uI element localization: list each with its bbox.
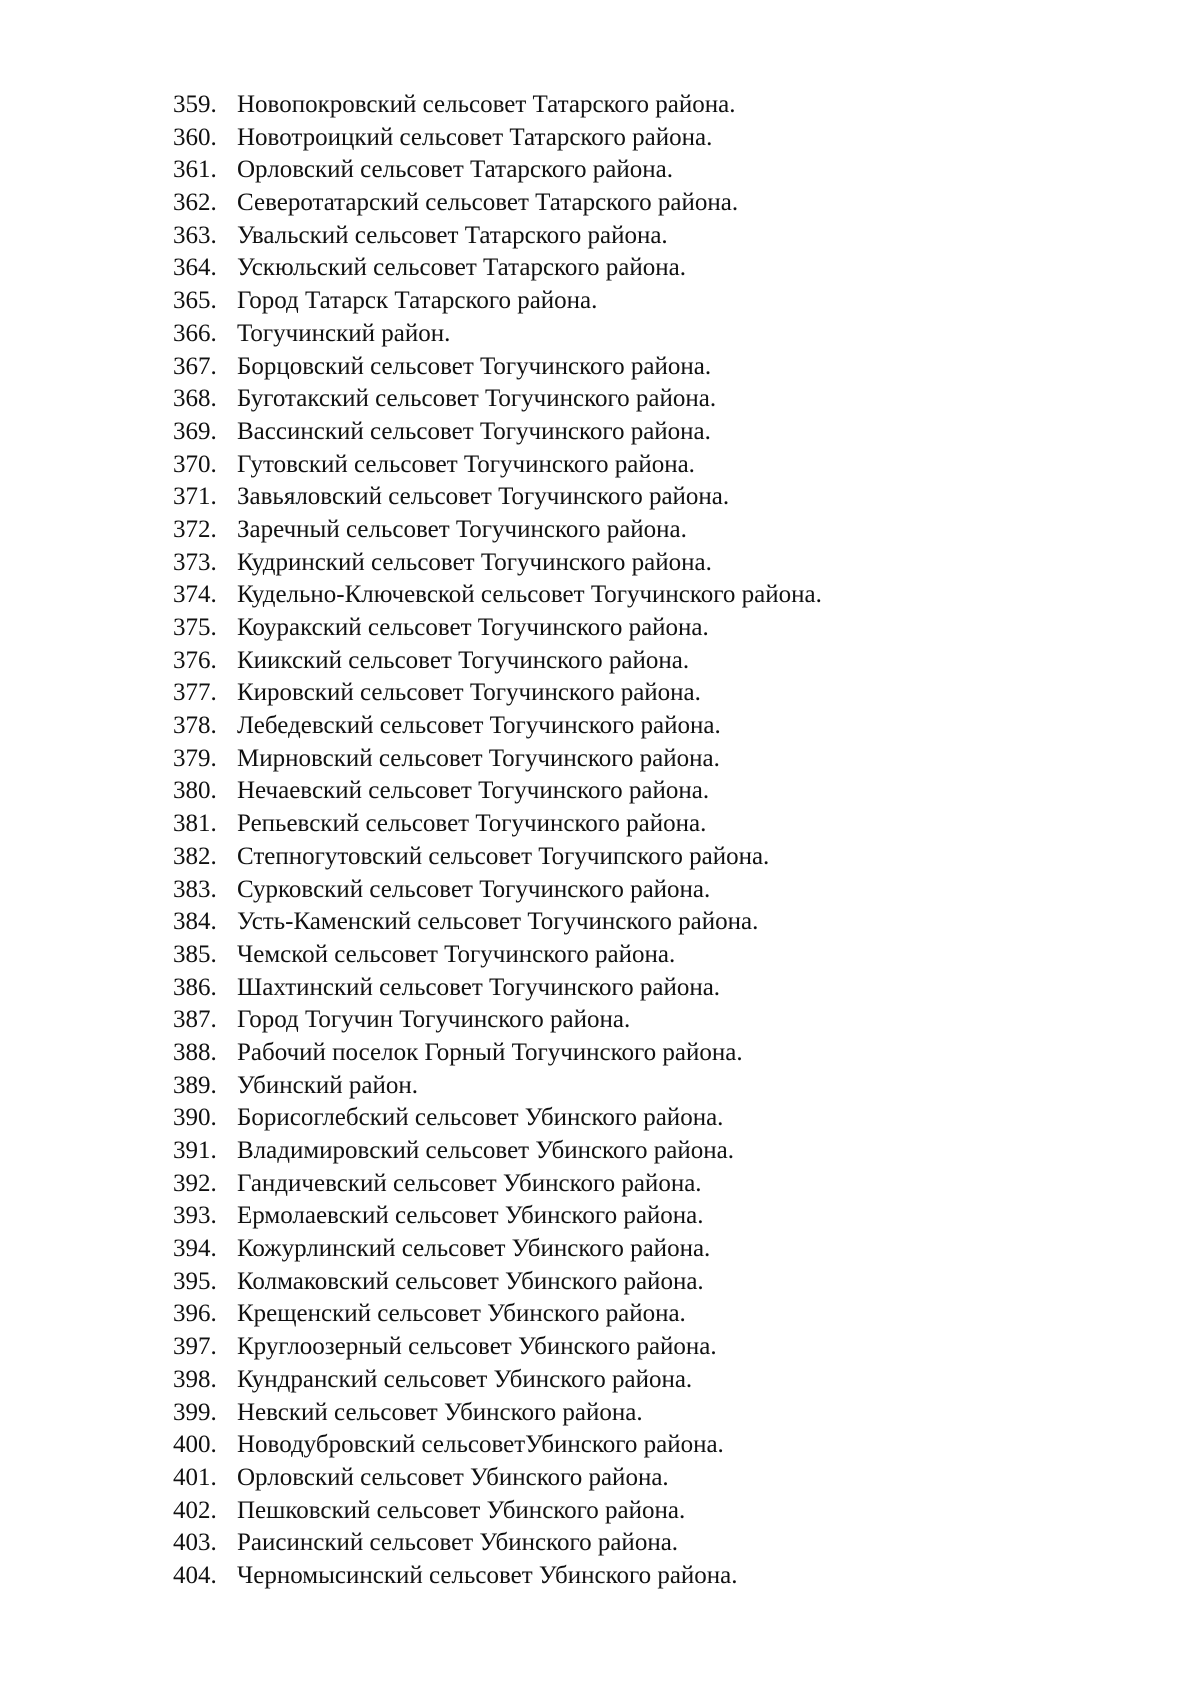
list-item-text: Ермолаевский сельсовет Убинского района. — [237, 1202, 704, 1230]
list-item-text: Борцовский сельсовет Тогучинского района. — [237, 352, 712, 380]
list-item-number: 402. — [173, 1496, 217, 1524]
list-item-number: 400. — [173, 1431, 217, 1459]
list-item-text: Сурковский сельсовет Тогучинского района. — [237, 875, 711, 903]
list-item-number: 385. — [173, 940, 217, 968]
list-item-number: 376. — [173, 646, 217, 674]
list-item-text: Гутовский сельсовет Тогучинского района. — [237, 450, 695, 478]
list-item-number: 363. — [173, 221, 217, 249]
list-item-text: Северотатарский сельсовет Татарского района. — [237, 189, 739, 217]
list-item-number: 392. — [173, 1169, 217, 1197]
list-item-number: 368. — [173, 385, 217, 413]
list-item-text: Усть-Каменский сельсовет Тогучинского района. — [237, 908, 759, 936]
list-item-number: 380. — [173, 777, 217, 805]
list-item-number: 399. — [173, 1398, 217, 1426]
list-item-number: 394. — [173, 1235, 217, 1263]
list-item-number: 362. — [173, 189, 217, 217]
list-item-text: Репьевский сельсовет Тогучинского района. — [237, 810, 707, 838]
list-item-text: Кундранский сельсовет Убинского района. — [237, 1365, 693, 1393]
list-item-text: Владимировский сельсовет Убинского района. — [237, 1137, 735, 1164]
list-item-text: Завьяловский сельсовет Тогучинского района. — [237, 483, 730, 511]
list-item-text: Город Тогучин Тогучинского района. — [237, 1006, 631, 1034]
list-item-text: Раисинский сельсовет Убинского района. — [237, 1529, 679, 1557]
list-item-text: Рабочий поселок Горный Тогучинского района. — [237, 1038, 743, 1066]
list-item-number: 393. — [173, 1202, 217, 1230]
list-item-text: Борисоглебский сельсовет Убинского района. — [237, 1104, 724, 1132]
list-item-text: Ускюльский сельсовет Татарского района. — [237, 254, 686, 282]
list-item-text: Кудельно-Ключевской сельсовет Тогучинского района. — [237, 581, 822, 609]
list-item-text: Орловский сельсовет Татарского района. — [237, 156, 673, 184]
list-item-number: 382. — [173, 842, 217, 870]
list-item-text: Заречный сельсовет Тогучинского района. — [237, 515, 687, 543]
list-item-text: Нечаевский сельсовет Тогучинского района. — [237, 777, 710, 805]
list-item-text: Степногутовский сельсовет Тогучипского района. — [237, 842, 770, 870]
list-item-number: 364. — [173, 254, 217, 282]
list-item-number: 401. — [173, 1463, 217, 1491]
list-item-text: Кожурлинский сельсовет Убинского района. — [237, 1235, 711, 1263]
list-item-text: Мирновский сельсовет Тогучинского района. — [237, 744, 720, 772]
list-item-number: 386. — [173, 973, 217, 1001]
list-item-text: Чемской сельсовет Тогучинского района. — [237, 940, 676, 968]
list-item-number: 374. — [173, 581, 217, 609]
list-item-number: 375. — [173, 614, 217, 641]
list-item-number: 361. — [173, 156, 217, 184]
list-item-text: Гандичевский сельсовет Убинского района. — [237, 1169, 702, 1197]
list-item-text: Кудринский сельсовет Тогучинского района. — [237, 548, 712, 576]
list-item-text: Шахтинский сельсовет Тогучинского района. — [237, 973, 721, 1001]
list-item-text: Новотроицкий сельсовет Татарского района. — [237, 123, 713, 151]
list-item-number: 369. — [173, 417, 217, 445]
list-item-text: Круглоозерный сельсовет Убинского района. — [237, 1333, 717, 1361]
list-item-text: Убинский район. — [237, 1071, 418, 1099]
list-item-number: 389. — [173, 1071, 217, 1099]
list-item-number: 391. — [173, 1137, 217, 1164]
list-item-number: 397. — [173, 1333, 217, 1361]
list-item-number: 370. — [173, 450, 217, 478]
list-item-number: 384. — [173, 908, 217, 936]
list-item-text: Город Татарск Татарского района. — [237, 287, 598, 315]
list-item-number: 372. — [173, 515, 217, 543]
list-item-text: Орловский сельсовет Убинского района. — [237, 1463, 669, 1491]
list-item-number: 373. — [173, 548, 217, 576]
list-item-number: 387. — [173, 1006, 217, 1034]
list-item-text: Вассинский сельсовет Тогучинского района. — [237, 417, 711, 445]
list-item-number: 378. — [173, 712, 217, 740]
list-item-number: 396. — [173, 1300, 217, 1328]
list-item-number: 365. — [173, 287, 217, 315]
list-item-number: 379. — [173, 744, 217, 772]
list-item-number: 381. — [173, 810, 217, 838]
list-item-text: Колмаковский сельсовет Убинского района. — [237, 1267, 704, 1295]
list-item-number: 390. — [173, 1104, 217, 1132]
list-item-text: Лебедевский сельсовет Тогучинского района. — [237, 712, 721, 740]
list-item-number: 404. — [173, 1561, 217, 1589]
list-item-text: Коуракский сельсовет Тогучинского района. — [237, 614, 709, 641]
list-item-text: Новодубровский сельсоветУбинского района. — [237, 1431, 724, 1459]
list-item-number: 403. — [173, 1529, 217, 1557]
list-item-text: Крещенский сельсовет Убинского района. — [237, 1300, 686, 1328]
list-item-text: Невский сельсовет Убинского района. — [237, 1398, 643, 1426]
list-item-text: Киикский сельсовет Тогучинского района. — [237, 646, 690, 674]
list-item-text: Кировский сельсовет Тогучинского района. — [237, 679, 701, 707]
list-item-number: 371. — [173, 483, 217, 511]
list-item-number: 398. — [173, 1365, 217, 1393]
list-item-number: 388. — [173, 1038, 217, 1066]
list-item-text: Черномысинский сельсовет Убинского района. — [237, 1561, 738, 1589]
list-item-text: Тогучинский район. — [237, 319, 451, 347]
list-item-number: 360. — [173, 123, 217, 151]
list-item-text: Буготакский сельсовет Тогучинского района. — [237, 385, 717, 413]
list-item-text: Пешковский сельсовет Убинского района. — [237, 1496, 686, 1524]
list-item-number: 377. — [173, 679, 217, 707]
list-item-number: 359. — [173, 91, 217, 118]
list-item-number: 366. — [173, 319, 217, 347]
list-item-text: Увальский сельсовет Татарского района. — [237, 221, 668, 249]
list-item-text: Новопокровский сельсовет Татарского района. — [237, 91, 736, 118]
list-item-number: 367. — [173, 352, 217, 380]
list-item-number: 383. — [173, 875, 217, 903]
list-item-number: 395. — [173, 1267, 217, 1295]
